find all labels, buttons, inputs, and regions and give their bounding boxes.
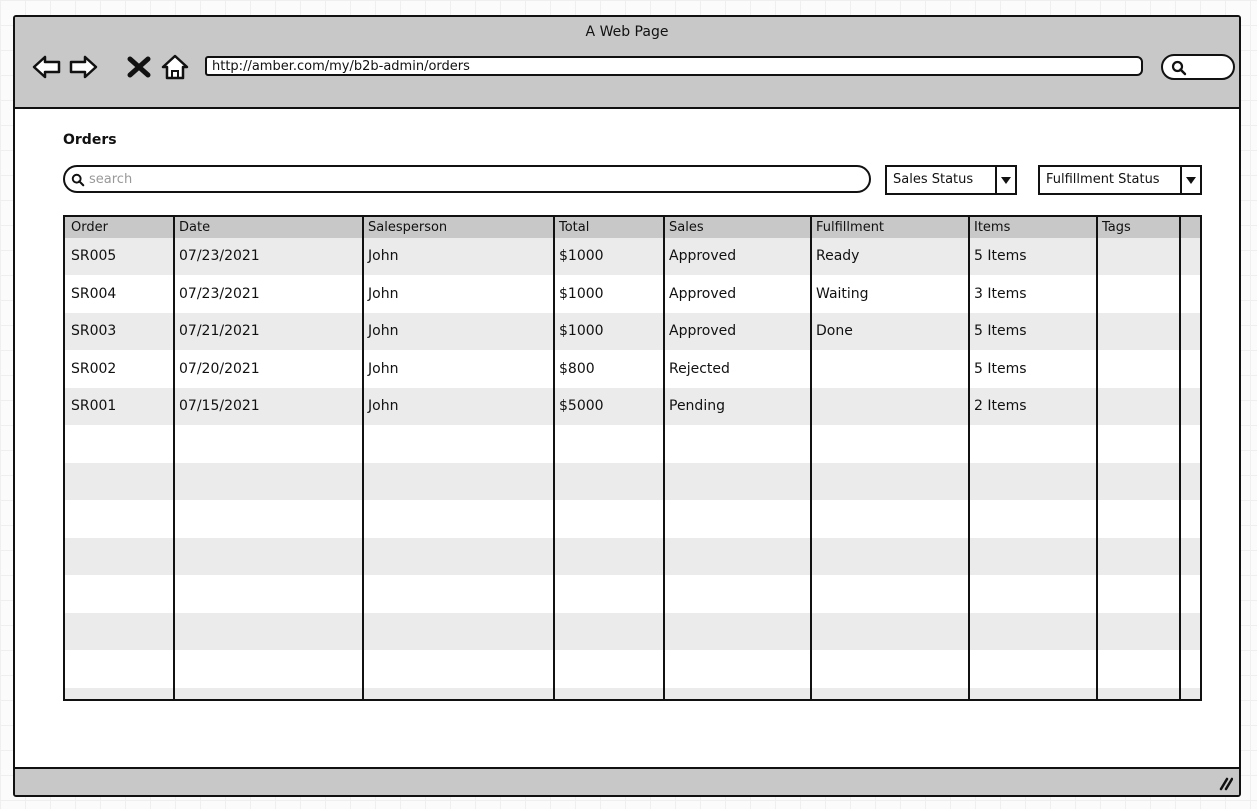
table-row[interactable]: [65, 388, 1200, 425]
cell-items: 5 Items: [974, 248, 1027, 264]
browser-search-button[interactable]: [1161, 54, 1235, 80]
cell-order[interactable]: SR002: [71, 360, 117, 377]
header-tags[interactable]: Tags: [1102, 220, 1131, 235]
resize-grip-icon[interactable]: [1217, 775, 1233, 791]
table-row[interactable]: [65, 276, 1200, 313]
cell-salesperson: John: [368, 360, 399, 377]
vertical-scrollbar[interactable]: [1181, 217, 1200, 699]
cell-order[interactable]: SR001: [71, 398, 117, 414]
table-body: [65, 217, 1200, 699]
cell-date: 07/23/2021: [179, 285, 260, 302]
column-divider: [810, 217, 812, 699]
cell-items: 3 Items: [974, 285, 1027, 302]
cell-fulfillment: Waiting: [816, 285, 869, 302]
cell-items: 5 Items: [974, 323, 1027, 339]
header-items[interactable]: Items: [974, 220, 1011, 235]
header-order[interactable]: Order: [71, 220, 108, 235]
cell-total: $800: [559, 360, 595, 377]
cell-fulfillment: Done: [816, 323, 853, 339]
search-input[interactable]: [89, 169, 849, 189]
window-title: A Web Page: [585, 24, 669, 40]
cell-order[interactable]: SR004: [71, 285, 117, 302]
caret-down-icon: [1186, 177, 1196, 184]
cell-fulfillment: Ready: [816, 248, 860, 264]
cell-sales: Approved: [669, 285, 737, 302]
search-icon: [1171, 60, 1187, 76]
column-divider: [968, 217, 970, 699]
cell-sales: Rejected: [669, 360, 730, 377]
url-input[interactable]: [205, 56, 1143, 76]
sales-status-dropdown[interactable]: [885, 165, 1017, 195]
search-bar[interactable]: [63, 165, 871, 193]
dropdown-button[interactable]: [1180, 167, 1200, 193]
arrow-left-icon[interactable]: [31, 51, 63, 83]
header-sales[interactable]: Sales: [669, 220, 704, 235]
cell-salesperson: John: [368, 323, 399, 339]
cell-sales: Approved: [669, 323, 737, 339]
sales-status-label: Sales Status: [893, 172, 974, 187]
table-row[interactable]: [65, 238, 1200, 275]
cell-date: 07/20/2021: [179, 360, 260, 377]
dropdown-button[interactable]: [995, 167, 1015, 193]
column-divider: [173, 217, 175, 699]
table-row[interactable]: [65, 313, 1200, 350]
close-icon[interactable]: [123, 51, 155, 83]
cell-items: 2 Items: [974, 398, 1027, 414]
cell-date: 07/21/2021: [179, 323, 260, 339]
browser-window: [13, 15, 1241, 797]
column-divider: [362, 217, 364, 699]
browser-status-bar: [15, 767, 1239, 795]
cell-sales: Pending: [669, 398, 725, 414]
search-icon: [71, 173, 85, 187]
orders-table: [63, 215, 1202, 701]
home-icon[interactable]: [159, 51, 191, 83]
column-divider: [553, 217, 555, 699]
cell-date: 07/23/2021: [179, 248, 260, 264]
cell-date: 07/15/2021: [179, 398, 260, 414]
cell-items: 5 Items: [974, 360, 1027, 377]
table-row[interactable]: [65, 351, 1200, 388]
header-total[interactable]: Total: [559, 220, 590, 235]
arrow-right-icon[interactable]: [67, 51, 99, 83]
cell-salesperson: John: [368, 285, 399, 302]
cell-salesperson: John: [368, 248, 399, 264]
cell-total: $1000: [559, 285, 604, 302]
caret-down-icon: [1001, 177, 1011, 184]
fulfillment-status-label: Fulfillment Status: [1046, 172, 1160, 187]
column-divider: [1096, 217, 1098, 699]
page-title: Orders: [63, 132, 117, 148]
header-date[interactable]: Date: [179, 220, 211, 235]
fulfillment-status-dropdown[interactable]: [1038, 165, 1202, 195]
column-divider: [663, 217, 665, 699]
cell-salesperson: John: [368, 398, 399, 414]
header-salesperson[interactable]: Salesperson: [368, 220, 448, 235]
cell-order[interactable]: SR003: [71, 323, 117, 339]
cell-total: $1000: [559, 248, 604, 264]
cell-total: $1000: [559, 323, 604, 339]
cell-total: $5000: [559, 398, 604, 414]
cell-sales: Approved: [669, 248, 737, 264]
browser-toolbar: [15, 17, 1239, 109]
header-fulfillment[interactable]: Fulfillment: [816, 220, 885, 235]
cell-order[interactable]: SR005: [71, 248, 117, 264]
